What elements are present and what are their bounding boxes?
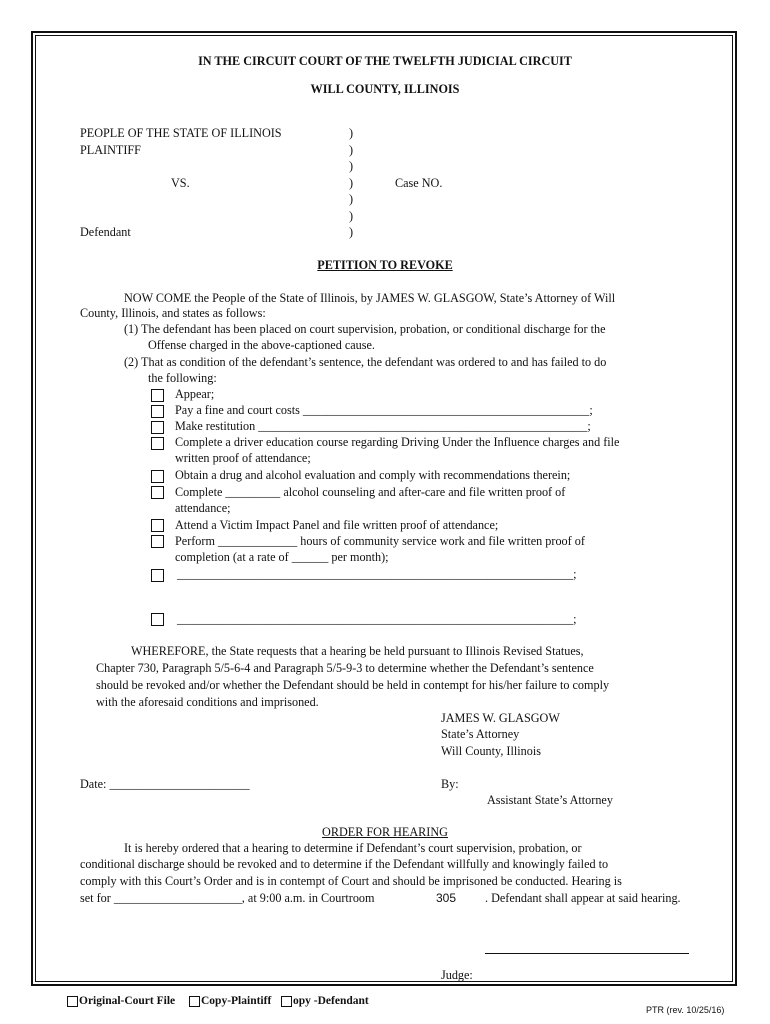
condition-checkbox[interactable]: [151, 421, 164, 434]
copy-checkbox[interactable]: [189, 996, 200, 1007]
condition-checkbox[interactable]: [151, 405, 164, 418]
courtroom-number[interactable]: 305: [436, 891, 457, 905]
wherefore-text: with the aforesaid conditions and imprisoned.: [96, 695, 319, 709]
intro-text: County, Illinois, and states as follows:: [80, 306, 266, 320]
copy-label: Original-Court File: [79, 995, 176, 1007]
condition-blank[interactable]: _________________________________________________________________;: [177, 612, 577, 626]
condition-text: Make restitution ______________________________________________________;: [175, 419, 591, 433]
attorney-title: State’s Attorney: [441, 727, 520, 741]
copy-label: opy -Defendant: [293, 995, 369, 1007]
condition-text: Complete _________ alcohol counseling and after-care and file written proof of: [175, 485, 566, 499]
attorney-name: JAMES W. GLASGOW: [441, 711, 560, 725]
inner-border: [35, 35, 733, 982]
caption-paren: ): [349, 159, 354, 173]
condition-text: attendance;: [175, 501, 231, 515]
petition-title: PETITION TO REVOKE: [317, 258, 453, 272]
order-text: set for _____________________, at 9:00 a.m. in Courtroom: [80, 891, 375, 905]
case-number-label: Case NO.: [395, 176, 443, 190]
caption-paren: ): [349, 143, 354, 157]
intro-text: NOW COME the People of the State of Illinois, by JAMES W. GLASGOW, State’s Attorney of Will: [124, 291, 616, 305]
copy-label: Copy-Plaintiff: [201, 995, 272, 1007]
condition-text: Pay a fine and court costs _______________________________________________;: [175, 403, 593, 417]
condition-text: written proof of attendance;: [175, 451, 311, 465]
order-text: It is hereby ordered that a hearing to determine if Defendant’s court supervision, probation, or: [124, 841, 582, 855]
wherefore-text: WHEREFORE, the State requests that a hearing be held pursuant to Illinois Revised Statues,: [131, 644, 584, 658]
plaintiff-name: PEOPLE OF THE STATE OF ILLINOIS: [80, 126, 282, 140]
plaintiff-label: PLAINTIFF: [80, 143, 141, 157]
caption-paren: ): [349, 176, 354, 190]
item-one: Offense charged in the above-captioned cause.: [148, 338, 375, 352]
condition-text: Complete a driver education course regarding Driving Under the Influence charges and file: [175, 435, 620, 449]
order-text: . Defendant shall appear at said hearing.: [485, 891, 681, 905]
assistant-attorney-label: Assistant State’s Attorney: [487, 793, 613, 807]
judge-signature-line[interactable]: [485, 953, 689, 954]
wherefore-text: should be revoked and/or whether the Defendant should be held in contempt for his/her failure to comply: [96, 678, 610, 692]
condition-checkbox[interactable]: [151, 519, 164, 532]
caption-paren: ): [349, 192, 354, 206]
condition-checkbox[interactable]: [151, 569, 164, 582]
court-heading: IN THE CIRCUIT COURT OF THE TWELFTH JUDICIAL CIRCUIT: [198, 54, 572, 68]
form-revision: PTR (rev. 10/25/16): [646, 1005, 725, 1015]
caption-paren: ): [349, 209, 354, 223]
item-one: (1) The defendant has been placed on court supervision, probation, or conditional discharge for the: [124, 322, 606, 336]
condition-checkbox[interactable]: [151, 486, 164, 499]
copy-checkbox[interactable]: [281, 996, 292, 1007]
condition-checkbox[interactable]: [151, 613, 164, 626]
condition-text: Perform _____________ hours of community service work and file written proof of: [175, 534, 585, 548]
condition-text: completion (at a rate of ______ per month);: [175, 550, 389, 564]
condition-checkbox[interactable]: [151, 470, 164, 483]
caption-paren: ): [349, 225, 354, 239]
condition-checkbox[interactable]: [151, 535, 164, 548]
judge-label: Judge:: [441, 968, 473, 982]
county-heading: WILL COUNTY, ILLINOIS: [310, 82, 460, 96]
copy-checkbox[interactable]: [67, 996, 78, 1007]
condition-blank[interactable]: _________________________________________________________________;: [177, 567, 577, 581]
date-field[interactable]: Date: _______________________: [80, 777, 250, 791]
item-two: (2) That as condition of the defendant’s sentence, the defendant was ordered to and has failed to do: [124, 355, 607, 369]
defendant-label: Defendant: [80, 225, 131, 239]
wherefore-text: Chapter 730, Paragraph 5/5-6-4 and Paragraph 5/5-9-3 to determine whether the Defendant’s sentence: [96, 661, 594, 675]
condition-text: Obtain a drug and alcohol evaluation and comply with recommendations therein;: [175, 468, 571, 482]
condition-text: Appear;: [175, 387, 215, 401]
attorney-county: Will County, Illinois: [441, 744, 541, 758]
order-text: conditional discharge should be revoked and to determine if the Defendant willfully and knowingly failed to: [80, 857, 609, 871]
item-two: the following:: [148, 371, 217, 385]
order-title: ORDER FOR HEARING: [322, 825, 448, 839]
by-label: By:: [441, 777, 459, 791]
condition-checkbox[interactable]: [151, 389, 164, 402]
vs-label: VS.: [171, 176, 190, 190]
condition-text: Attend a Victim Impact Panel and file written proof of attendance;: [175, 518, 499, 532]
caption-paren: ): [349, 126, 354, 140]
order-text: comply with this Court’s Order and is in contempt of Court and should be imprisoned be conducted. Hearing is: [80, 874, 622, 888]
condition-checkbox[interactable]: [151, 437, 164, 450]
